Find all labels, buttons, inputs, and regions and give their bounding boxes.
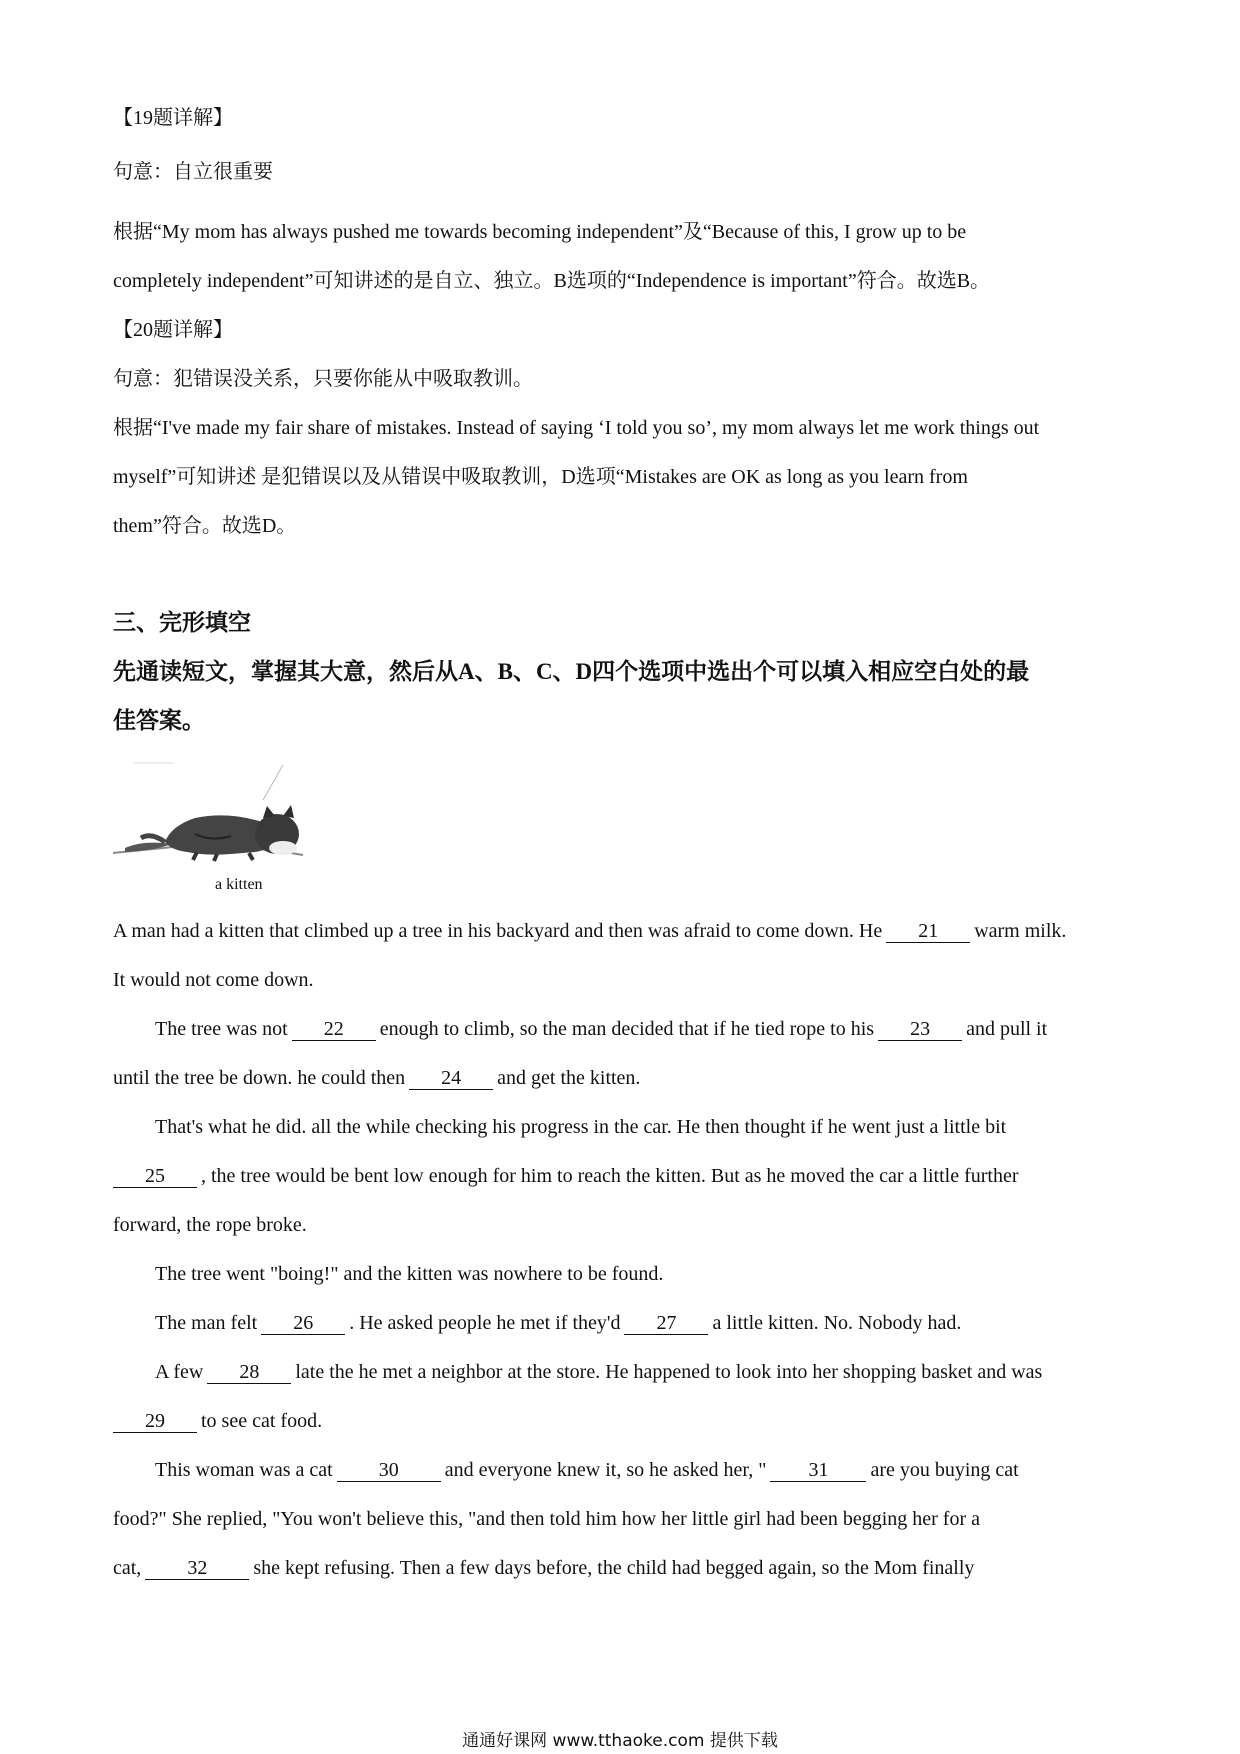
passage-text: warm milk. xyxy=(974,920,1067,942)
kitten-image xyxy=(113,760,313,870)
q20-meaning: 句意：犯错误没关系，只要你能从中吸取教训。 xyxy=(113,368,533,390)
instruction-line1: 先通读短文，掌握其大意，然后从A、B、C、D四个选项中选出个可以填入相应空白处的最 xyxy=(113,659,1030,684)
section-heading: 三、完形填空 xyxy=(113,610,251,635)
passage-line xyxy=(155,1457,1145,1483)
passage-line: The tree went "boing!" and the kitten was nowhere to be found. xyxy=(155,1263,664,1285)
passage-line xyxy=(155,1310,1145,1336)
passage-text: late the he met a neighbor at the store. He happened to look into her shopping basket and was xyxy=(295,1361,1043,1383)
page-footer: 通通好课网 www.tthaoke.com 提供下载 xyxy=(462,1731,778,1751)
passage-text: The tree was not xyxy=(155,1018,288,1040)
passage-line xyxy=(113,1408,1143,1434)
q19-explain-line2: completely independent”可知讲述的是自立、独立。B选项的“Independence is important”符合。故选B。 xyxy=(113,270,991,292)
passage-line: That's what he did. all the while checking his progress in the car. He then thought if he went just a little bit xyxy=(155,1116,1007,1138)
blank-23: 23 xyxy=(878,1018,962,1041)
passage-text: A few xyxy=(155,1361,204,1383)
passage-text: she kept refusing. Then a few days before, the child had begged again, so the Mom finally xyxy=(253,1557,975,1579)
passage-line: food?" She replied, "You won't believe this, "and then told him how her little girl had been begging her for a xyxy=(113,1508,980,1530)
blank-24: 24 xyxy=(409,1067,493,1090)
q20-explain-line1: 根据“I've made my fair share of mistakes. Instead of saying ‘I told you so’, my mom always let me work things out xyxy=(113,417,1040,439)
passage-text: This woman was a cat xyxy=(155,1459,333,1481)
q20-explain-line3: them”符合。故选D。 xyxy=(113,515,297,537)
passage-line xyxy=(155,1016,1145,1042)
blank-28: 28 xyxy=(207,1361,291,1384)
passage-text: and pull it xyxy=(966,1018,1048,1040)
passage-line xyxy=(113,1163,1143,1189)
q19-meaning: 句意：自立很重要 xyxy=(113,161,273,183)
blank-26: 26 xyxy=(261,1312,345,1335)
q20-explain-line2: myself”可知讲述 是犯错误以及从错误中吸取教训，D选项“Mistakes are OK as long as you learn from xyxy=(113,466,968,488)
passage-text: a little kitten. No. Nobody had. xyxy=(712,1312,962,1334)
image-caption: a kitten xyxy=(215,876,263,893)
passage-line: forward, the rope broke. xyxy=(113,1214,307,1236)
q19-explain-line1: 根据“My mom has always pushed me towards becoming independent”及“Because of this, I grow up to be xyxy=(113,221,967,243)
blank-32: 32 xyxy=(145,1557,249,1580)
passage-line xyxy=(155,1359,1145,1385)
passage-text: until the tree be down. he could then xyxy=(113,1067,406,1089)
blank-21: 21 xyxy=(886,920,970,943)
passage-text: The man felt xyxy=(155,1312,258,1334)
instruction-line2: 佳答案。 xyxy=(113,708,205,733)
q20-title: 【20题详解】 xyxy=(113,319,233,341)
passage-line xyxy=(113,918,1153,944)
passage-text: , the tree would be bent low enough for him to reach the kitten. But as he moved the car a little further xyxy=(201,1165,1019,1187)
blank-30: 30 xyxy=(337,1459,441,1482)
blank-25: 25 xyxy=(113,1165,197,1188)
passage-line xyxy=(113,1555,1143,1581)
blank-22: 22 xyxy=(292,1018,376,1041)
passage-text: A man had a kitten that climbed up a tree in his backyard and then was afraid to come down. He xyxy=(113,920,883,942)
blank-31: 31 xyxy=(770,1459,866,1482)
passage-text: . He asked people he met if they'd xyxy=(349,1312,621,1334)
q19-title: 【19题详解】 xyxy=(113,107,233,129)
passage-text: and get the kitten. xyxy=(497,1067,641,1089)
passage-text: are you buying cat xyxy=(870,1459,1019,1481)
passage-text: and everyone knew it, so he asked her, " xyxy=(444,1459,767,1481)
passage-line xyxy=(113,1065,1143,1091)
passage-text: cat, xyxy=(113,1557,142,1579)
blank-27: 27 xyxy=(624,1312,708,1335)
passage-text: to see cat food. xyxy=(201,1410,323,1432)
passage-line: It would not come down. xyxy=(113,969,314,991)
blank-29: 29 xyxy=(113,1410,197,1433)
passage-text: enough to climb, so the man decided that if he tied rope to his xyxy=(379,1018,875,1040)
